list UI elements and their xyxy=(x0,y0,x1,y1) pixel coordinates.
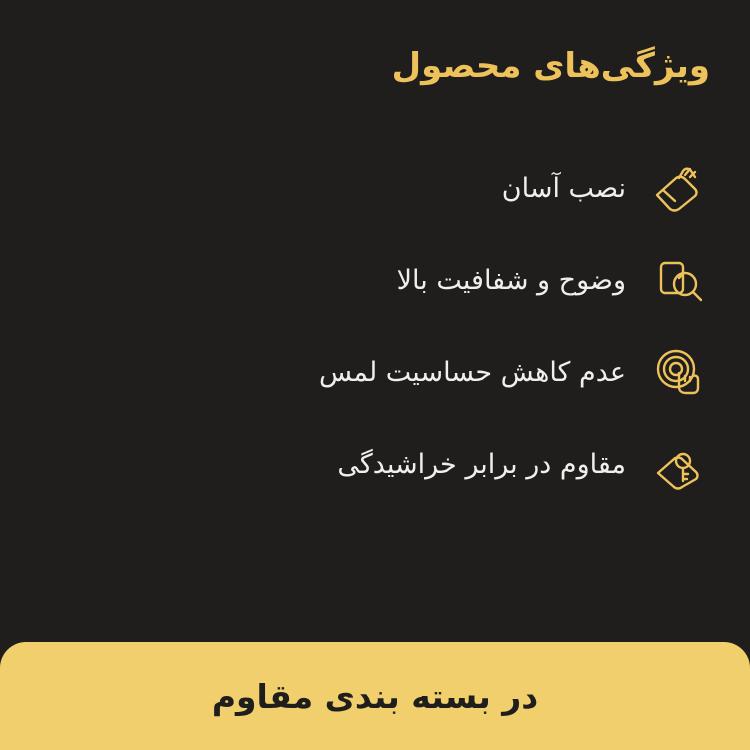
list-item xyxy=(40,247,710,315)
list-item xyxy=(40,431,710,499)
list-item xyxy=(40,155,710,223)
footer-banner xyxy=(0,642,750,750)
hand-install-icon xyxy=(648,158,710,220)
touch-sensitivity-icon xyxy=(648,342,710,404)
page-title: ویژگی‌های محصول xyxy=(391,46,710,86)
features-list xyxy=(40,155,710,499)
list-item xyxy=(40,339,710,407)
magnifier-clarity-icon xyxy=(648,250,710,312)
footer-label: در بسته بندی مقاوم xyxy=(211,676,539,716)
feature-label: مقاوم در برابر خراشیدگی xyxy=(337,449,626,481)
feature-label: عدم کاهش حساسیت لمس xyxy=(318,357,626,389)
scratch-resistant-icon xyxy=(648,434,710,496)
feature-label: وضوح و شفافیت بالا xyxy=(396,265,626,297)
feature-label: نصب آسان xyxy=(501,173,626,205)
